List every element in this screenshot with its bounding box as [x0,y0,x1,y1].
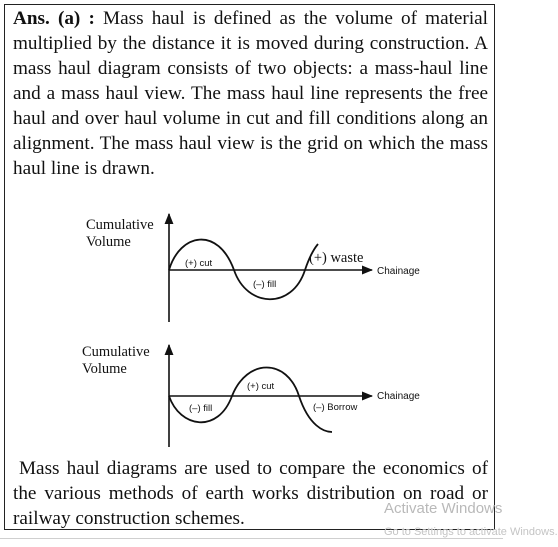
x-axis-label: Chainage [377,266,420,277]
mass-haul-diagram-2 [0,338,503,453]
answer-text: Mass haul is defined as the volume of material multiplied by the distance it is moved during construction. A mass haul diagram consists of two objects: a mass-haul line and a mass haul view. The mass haul line represents the free haul and over haul volume in cut and fill conditions along an alignment. The mass haul view is the grid on which the mass haul line is drawn. [13,8,489,179]
activation-watermark-subtext: Go to Settings to activate Windows. [384,526,558,538]
conclusion-paragraph: Mass haul diagrams are used to compare the economics of the various methods of earth works distribution on road or railway construction schemes. [13,458,488,529]
borrow-label: (–) Borrow [313,402,358,413]
x-axis-label: Chainage [377,391,420,402]
mass-haul-line [169,368,332,433]
y-axis-label-line2: Volume [82,361,127,377]
activation-watermark: Activate Windows [384,500,503,517]
y-axis-label-line1: Cumulative [86,217,154,233]
fill-label: (–) fill [189,403,213,414]
y-axis-label-line1: Cumulative [82,344,150,360]
answer-prefix: Ans. (a) : [13,8,95,29]
answer-paragraph [13,6,488,181]
cut-label: (+) cut [185,258,213,269]
divider [0,538,503,539]
mass-haul-diagram-1 [0,205,503,330]
cut-label: (+) cut [247,381,275,392]
y-axis-label-line2: Volume [86,234,131,250]
fill-label: (–) fill [253,279,277,290]
waste-label: (+) waste [309,250,364,266]
